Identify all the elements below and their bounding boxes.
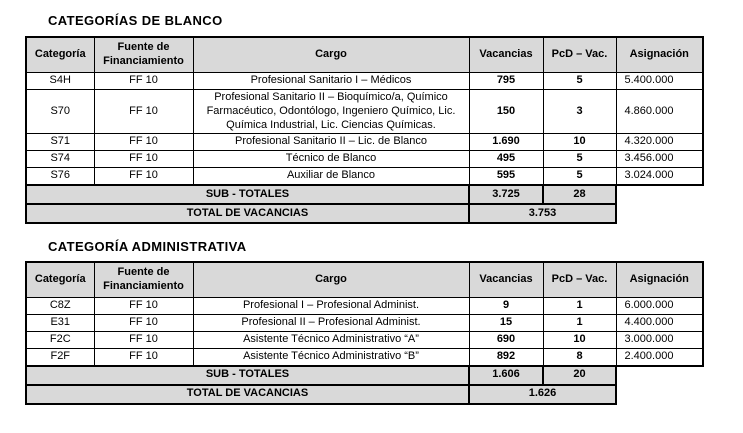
cell-cargo: Profesional Sanitario II – Lic. de Blanco bbox=[193, 134, 469, 151]
cell-fuente: FF 10 bbox=[94, 151, 193, 168]
cell-categoria: S76 bbox=[26, 168, 94, 185]
cell-categoria: S74 bbox=[26, 151, 94, 168]
header-fuente: Fuente de Financiamiento bbox=[94, 37, 193, 73]
cell-cargo: Profesional II – Profesional Administ. bbox=[193, 315, 469, 332]
section-title-blanco: CATEGORÍAS DE BLANCO bbox=[48, 13, 223, 28]
table-header-row bbox=[26, 37, 703, 73]
cell-pcd: 10 bbox=[543, 134, 616, 151]
subtotal-vacancias: 1.606 bbox=[469, 366, 543, 385]
cell-fuente: FF 10 bbox=[94, 332, 193, 349]
header-cargo: Cargo bbox=[193, 262, 469, 298]
subtotal-pcd: 28 bbox=[543, 185, 616, 204]
header-fuente: Fuente de Financiamiento bbox=[94, 262, 193, 298]
cell-asignacion: 6.000.000 bbox=[616, 298, 703, 315]
cell-pcd: 1 bbox=[543, 298, 616, 315]
cell-pcd: 1 bbox=[543, 315, 616, 332]
cell-fuente: FF 10 bbox=[94, 349, 193, 366]
cell-pcd: 5 bbox=[543, 151, 616, 168]
subtotal-label: SUB - TOTALES bbox=[26, 185, 469, 204]
cell-pcd: 10 bbox=[543, 332, 616, 349]
header-pcd: PcD – Vac. bbox=[543, 37, 616, 73]
cell-cargo: Profesional I – Profesional Administ. bbox=[193, 298, 469, 315]
cell-cargo: Profesional Sanitario II – Bioquímico/a, Químico Farmacéutico, Odontólogo, Ingeniero Químico, Lic. Química Industrial, Lic. Ciencias Químicas. bbox=[193, 90, 469, 134]
total-value: 3.753 bbox=[469, 204, 616, 223]
total-label: TOTAL DE VACANCIAS bbox=[26, 385, 469, 404]
header-vacancias: Vacancias bbox=[469, 262, 543, 298]
subtotal-label: SUB - TOTALES bbox=[26, 366, 469, 385]
subtotal-row bbox=[26, 366, 703, 385]
header-asignacion: Asignación bbox=[616, 262, 703, 298]
header-pcd: PcD – Vac. bbox=[543, 262, 616, 298]
cell-asignacion: 5.400.000 bbox=[616, 73, 703, 90]
cell-vacancias: 892 bbox=[469, 349, 543, 366]
cell-asignacion: 3.456.000 bbox=[616, 151, 703, 168]
cell-asignacion: 3.000.000 bbox=[616, 332, 703, 349]
total-value: 1.626 bbox=[469, 385, 616, 404]
cell-vacancias: 150 bbox=[469, 90, 543, 134]
cell-vacancias: 690 bbox=[469, 332, 543, 349]
table-header-row bbox=[26, 262, 703, 298]
cell-vacancias: 9 bbox=[469, 298, 543, 315]
cell-pcd: 5 bbox=[543, 168, 616, 185]
cell-asignacion: 4.400.000 bbox=[616, 315, 703, 332]
cell-cargo: Asistente Técnico Administrativo “B” bbox=[193, 349, 469, 366]
cell-categoria: S4H bbox=[26, 73, 94, 90]
cell-asignacion: 3.024.000 bbox=[616, 168, 703, 185]
header-cargo: Cargo bbox=[193, 37, 469, 73]
table-row bbox=[26, 90, 703, 134]
header-categoria: Categoría bbox=[26, 37, 94, 73]
header-vacancias: Vacancias bbox=[469, 37, 543, 73]
total-row bbox=[26, 385, 703, 404]
header-asignacion: Asignación bbox=[616, 37, 703, 73]
total-label: TOTAL DE VACANCIAS bbox=[26, 204, 469, 223]
cell-fuente: FF 10 bbox=[94, 315, 193, 332]
cell-pcd: 8 bbox=[543, 349, 616, 366]
cell-categoria: C8Z bbox=[26, 298, 94, 315]
cell-fuente: FF 10 bbox=[94, 73, 193, 90]
table-row bbox=[26, 298, 703, 315]
section-title-administrativa: CATEGORÍA ADMINISTRATIVA bbox=[48, 239, 247, 254]
cell-asignacion: 4.320.000 bbox=[616, 134, 703, 151]
table-blanco bbox=[25, 36, 704, 224]
table-row bbox=[26, 134, 703, 151]
cell-categoria: S71 bbox=[26, 134, 94, 151]
cell-categoria: F2C bbox=[26, 332, 94, 349]
table-administrativa bbox=[25, 261, 704, 405]
header-categoria: Categoría bbox=[26, 262, 94, 298]
total-row bbox=[26, 204, 703, 223]
cell-asignacion: 2.400.000 bbox=[616, 349, 703, 366]
cell-vacancias: 15 bbox=[469, 315, 543, 332]
table-row bbox=[26, 168, 703, 185]
subtotal-vacancias: 3.725 bbox=[469, 185, 543, 204]
cell-fuente: FF 10 bbox=[94, 298, 193, 315]
cell-fuente: FF 10 bbox=[94, 168, 193, 185]
table-row bbox=[26, 332, 703, 349]
cell-vacancias: 495 bbox=[469, 151, 543, 168]
cell-vacancias: 1.690 bbox=[469, 134, 543, 151]
cell-asignacion: 4.860.000 bbox=[616, 90, 703, 134]
cell-cargo: Asistente Técnico Administrativo “A” bbox=[193, 332, 469, 349]
cell-categoria: E31 bbox=[26, 315, 94, 332]
cell-vacancias: 795 bbox=[469, 73, 543, 90]
subtotal-row bbox=[26, 185, 703, 204]
cell-cargo: Profesional Sanitario I – Médicos bbox=[193, 73, 469, 90]
cell-pcd: 5 bbox=[543, 73, 616, 90]
subtotal-pcd: 20 bbox=[543, 366, 616, 385]
table-row bbox=[26, 315, 703, 332]
cell-categoria: F2F bbox=[26, 349, 94, 366]
cell-fuente: FF 10 bbox=[94, 134, 193, 151]
cell-cargo: Auxiliar de Blanco bbox=[193, 168, 469, 185]
table-row bbox=[26, 73, 703, 90]
cell-cargo: Técnico de Blanco bbox=[193, 151, 469, 168]
cell-pcd: 3 bbox=[543, 90, 616, 134]
table-row bbox=[26, 151, 703, 168]
cell-vacancias: 595 bbox=[469, 168, 543, 185]
cell-categoria: S70 bbox=[26, 90, 94, 134]
table-row bbox=[26, 349, 703, 366]
cell-fuente: FF 10 bbox=[94, 90, 193, 134]
